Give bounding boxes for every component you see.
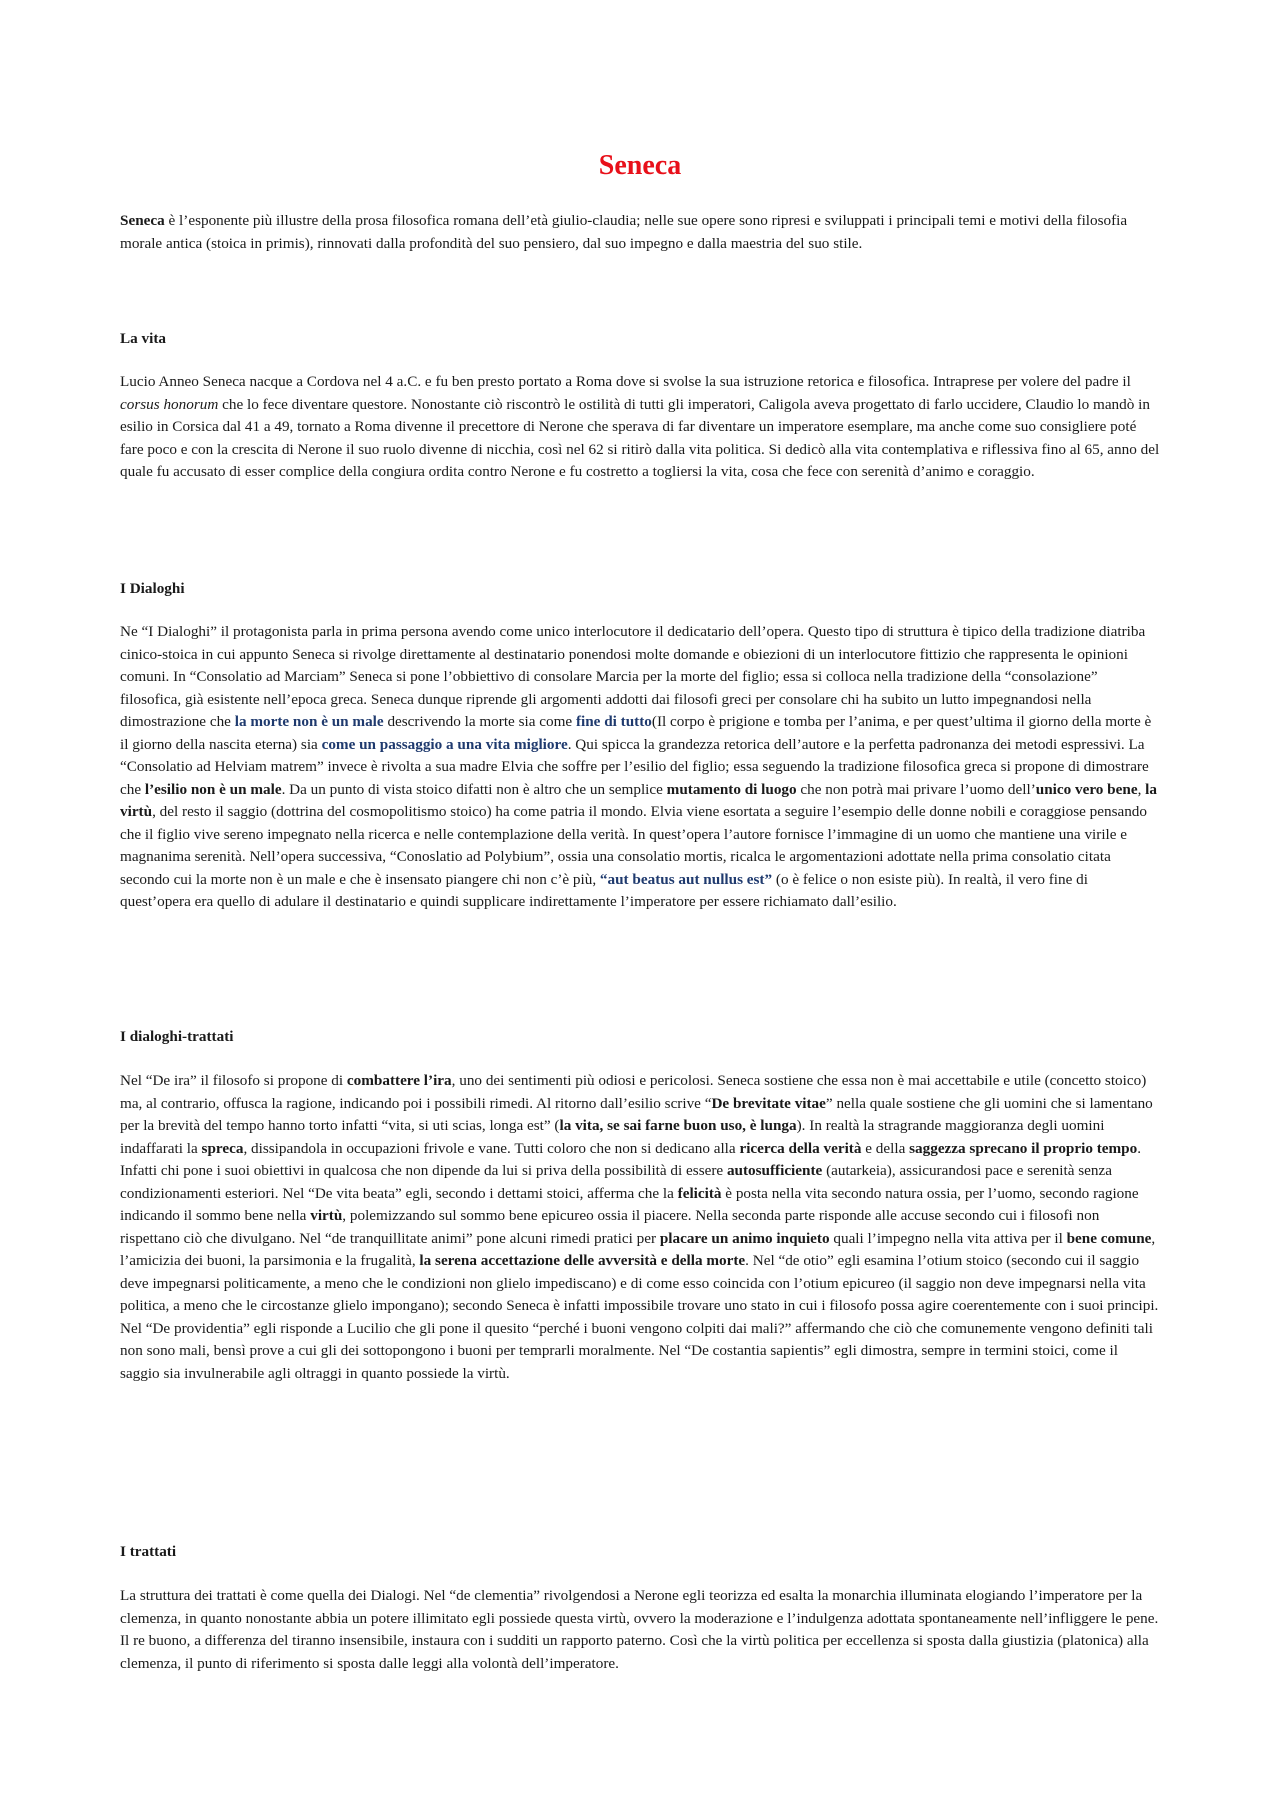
bold-run: la serena accettazione delle avversità e della morte bbox=[419, 1252, 746, 1269]
intro-paragraph bbox=[120, 210, 1160, 255]
bold-run: bene comune bbox=[1066, 1229, 1152, 1247]
section-heading-dialoghi: I Dialoghi bbox=[120, 580, 185, 597]
bold-run: placare un animo inquieto bbox=[659, 1229, 830, 1247]
bold-run: la virtù bbox=[120, 780, 1157, 820]
bold-run: saggezza sprecano il proprio tempo bbox=[909, 1139, 1138, 1157]
bold-run: spreca bbox=[201, 1139, 244, 1157]
page-title: Seneca bbox=[598, 150, 682, 181]
text-run: e della bbox=[861, 1139, 910, 1157]
intro-text: è l’esponente più illustre della prosa filosofica romana dell’età giulio-claudia; nelle sue opere sono ripresi e sviluppati i principali temi e motivi della filosofia morale antica (stoica in primis), rinnovati dalla profondità del suo pensiero, dal suo impegno e dalla maestria del suo stile. bbox=[120, 212, 1128, 252]
section-heading-dialoghi-trattati: I dialoghi-trattati bbox=[120, 1028, 234, 1045]
text-run: , del resto il saggio (dottrina del cosmopolitismo stoico) ha come patria il mondo. Elvia viene esortata a seguire l’esempio delle donne nobili e coraggiose pensando che il figlio vive sereno impegnato nella ricerca e nelle contemplazione della verità. In quest’opera l’autore fornisce l’immagine di un uomo che mantiene una virile e magnanima serenità. Nell’opera successiva, “Conoslatio ad Polybium”, ossia una consolatio mortis, ricalca le argomentazioni adottate nella prima consolatio citata secondo cui la morte non è un male e che è insensato piangere chi non c’è più, bbox=[120, 803, 1147, 888]
text-run: quali l’impegno nella vita attiva per il bbox=[829, 1229, 1067, 1247]
section-paragraph-vita bbox=[120, 371, 1160, 484]
text-run: , polemizzando sul sommo bene epicureo ossia il piacere. Nella seconda parte risponde alle accuse secondo cui i filosofi non rispettano ciò che divulgano. Nel “de tranquillitate animi” pone alcuni rimedi pratici per bbox=[120, 1207, 1100, 1247]
italic-run: corsus honorum bbox=[120, 395, 219, 413]
text-run: (Il corpo è prigione e tomba per l’anima, e per quest’ultima il giorno della morte è il giorno della nascita eterna) sia bbox=[120, 713, 1152, 753]
bold-run: la vita, se sai farne buon uso, è lunga bbox=[559, 1117, 797, 1134]
text-run: che non potrà mai privare l’uomo dell’ bbox=[796, 780, 1036, 798]
section-paragraph-dialoghi bbox=[120, 621, 1160, 914]
bold-run: unico vero bene bbox=[1035, 780, 1138, 798]
text-run: (o è felice o non esiste più). In realtà, il vero fine di quest’opera era quello di adulare il destinatario e quindi supplicare indirettamente l’imperatore per essere richiamato dall’esilio. bbox=[120, 870, 1088, 910]
intro-lead: Seneca bbox=[120, 212, 165, 229]
bold-run: virtù bbox=[310, 1207, 343, 1224]
bold-run: combattere l’ira bbox=[346, 1072, 452, 1089]
section-heading-vita: La vita bbox=[120, 330, 166, 347]
highlight-run: la morte non è un male bbox=[234, 713, 384, 730]
highlight-run: “aut beatus aut nullus est” bbox=[599, 870, 773, 888]
highlight-run: fine di tutto bbox=[575, 713, 652, 730]
text-run: che lo fece diventare questore. Nonostante ciò riscontrò le ostilità di tutti gli imperatori, Caligola aveva progettato di farlo uccidere, Claudio lo mandò in esilio in Corsica dal 41 a 49, tornato a Roma divenne il precettore di Nerone che sperava di far diventare un imperatore esemplare, ma anche come suo consigliere poté fare poco e con la crescita di Nerone il suo ruolo divenne di nicchia, così nel 62 si ritirò dalla vita politica. Si dedicò alla vita contemplativa e riflessiva fino al 65, anno del quale fu accusato di esser complice della congiura ordita contro Nerone e fu costretto a togliersi la vita, cosa che fece con serenità d’animo e coraggio. bbox=[120, 395, 1160, 480]
bold-run: mutamento di luogo bbox=[666, 780, 797, 798]
text-run: . Da un punto di vista stoico difatti non è altro che un semplice bbox=[281, 780, 667, 798]
text-run: . Qui spicca la grandezza retorica dell’autore e la perfetta padronanza dei metodi espressivi. La “Consolatio ad Helviam matrem” invece è rivolta a sua madre Elvia che soffre per l’esilio del figlio; essa seguendo la tradizione filosofica greca si propone di dimostrare che bbox=[120, 735, 1149, 798]
text-run: , dissipandola in occupazioni frivole e vane. Tutti coloro che non si dedicano alla bbox=[243, 1139, 740, 1157]
text-run: è posta nella vita secondo natura ossia, per l’uomo, secondo ragione indicando il sommo bene nella bbox=[120, 1184, 1139, 1224]
text-run: (autarkeia), assicurandosi pace e serenità senza condizionamenti esteriori. Nel “De vita beata” egli, secondo i dettami stoici, afferma che la bbox=[120, 1162, 1112, 1202]
text-run: ” nella quale sostiene che gli uomini che si lamentano per la brevità del tempo hanno torto infatti “vita, si uti scias, longa est” ( bbox=[120, 1094, 1153, 1134]
text-run: descrivendo la morte sia come bbox=[383, 713, 576, 730]
text-run: , l’amicizia dei buoni, la parsimonia e la frugalità, bbox=[120, 1229, 1156, 1269]
section-heading-trattati: I trattati bbox=[120, 1543, 177, 1560]
bold-run: felicità bbox=[677, 1184, 722, 1202]
bold-run: l’esilio non è un male bbox=[144, 780, 282, 798]
section-paragraph-trattati: La struttura dei trattati è come quella dei Dialogi. Nel “de clementia” rivolgendosi a Nerone egli teorizza ed esalta la monarchia illuminata elogiando l’imperatore per la clemenza, in quanto nonostante abbia un potere illimitato egli possiede questa virtù, ovvero la moderazione e l’indulgenza adottata spontaneamente nell’infliggere le pene. Il re buono, a differenza del tiranno insensibile, instaura con i sudditi un rapporto paterno. Così che la virtù politica per eccellenza si sposta dalla giustizia (platonica) alla clemenza, il punto di riferimento si sposta dalle leggi alla volontà dell’imperatore. bbox=[120, 1587, 1159, 1672]
text-run: , uno dei sentimenti più odiosi e pericolosi. Seneca sostiene che essa non è mai accettabile e utile (concetto stoico) ma, al contrario, offusca la ragione, indicando poi i possibili rimedi. Al ritorno dall’esilio scrive “ bbox=[120, 1072, 1147, 1112]
text-run: Nel “De ira” il filosofo si propone di bbox=[120, 1072, 347, 1089]
section-paragraph-dialoghi-trattati bbox=[120, 1070, 1160, 1385]
text-run: Lucio Anneo Seneca nacque a Cordova nel 4 a.C. e fu ben presto portato a Roma dove si svolse la sua istruzione retorica e filosofica. Intraprese per volere del padre il bbox=[120, 373, 1131, 390]
highlight-run: come un passaggio a una vita migliore bbox=[321, 735, 568, 753]
text-run: ). In realtà la stragrande maggioranza degli uomini indaffarati la bbox=[120, 1117, 1105, 1157]
bold-run: ricerca della verità bbox=[739, 1139, 862, 1157]
text-run: Ne “I Dialoghi” il protagonista parla in prima persona avendo come unico interlocutore il dedicatario dell’opera. Questo tipo di struttura è tipico della tradizione diatriba cinico-stoica in cui appunto Seneca si rivolge direttamente al destinatario ponendosi molte domande e obiezioni di un interlocutore fittizio che rappresenta le opinioni comuni. In “Consolatio ad Marciam” Seneca si pone l’obbiettivo di consolare Marcia per la morte del figlio; essa si colloca nella tradizione della “consolazione” filosofica, già esistente nell’epoca greca. Seneca dunque riprende gli argomenti addotti dai filosofi greci per consolare chi ha subito un lutto impegnandosi nella dimostrazione che bbox=[120, 623, 1146, 730]
text-run: , bbox=[1137, 780, 1146, 798]
text-run: . Infatti chi pone i suoi obiettivi in qualcosa che non dipende da lui si priva della possibilità di essere bbox=[120, 1139, 1141, 1179]
bold-run: De brevitate vitae bbox=[711, 1094, 826, 1112]
bold-run: autosufficiente bbox=[726, 1162, 823, 1179]
text-run: . Nel “de otio” egli esamina l’otium stoico (secondo cui il saggio deve impegnarsi politicamente, a meno che le condizioni non glielo impediscano) e di come esso coincida con l’otium epicureo (il saggio non deve impegnarsi nella vita politica, a meno che le circostanze glielo impongano); secondo Seneca è infatti impossibile trovare uno stato in cui i filosofo possa agire coerentemente con i suoi principi. Nel “De providentia” egli risponde a Lucilio che gli pone il quesito “perché i buoni vengono colpiti dai mali?” affermando che ciò che comunemente vengono definiti tali non sono mali, bensì prove a cui gli dei sottopongono i buoni per temprarli moralmente. Nel “De costantia sapientis” egli dimostra, sempre in termini stoici, come il saggio sia invulnerabile agli oltraggi in quanto possiede la virtù. bbox=[120, 1252, 1159, 1382]
